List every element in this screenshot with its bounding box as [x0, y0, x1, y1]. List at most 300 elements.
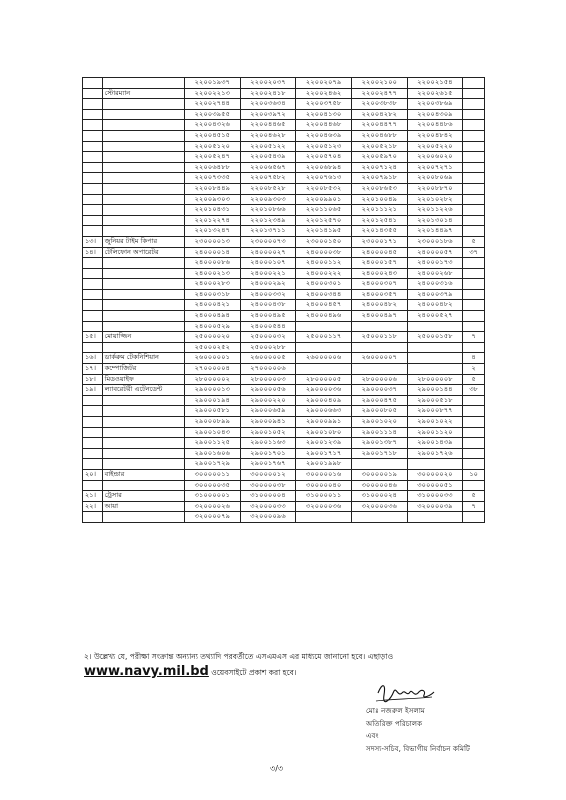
roll-number-cell: ২৪০০০০২৭ — [240, 247, 296, 258]
post-name-cell — [102, 480, 184, 491]
roll-number-cell: ২২০০৩৮৩৮ — [352, 99, 408, 110]
roll-number-cell: ২২০০৮৪৪৯ — [185, 183, 241, 194]
roll-number-cell: ২৯০০০৫৮১ — [185, 406, 241, 417]
roll-number-cell: ৩২০০০০৩৬ — [352, 501, 408, 512]
roll-number-cell: ২৪০০০৫৪৪ — [240, 321, 296, 332]
roll-number-cell — [352, 512, 408, 523]
roll-number-cell: ২৭০০০০০৬ — [240, 364, 296, 375]
serial-cell — [83, 480, 103, 491]
signature-block — [366, 705, 470, 755]
total-cell — [463, 88, 485, 99]
roll-number-cell: ২২০০৭৬১৩ — [296, 173, 352, 184]
roll-number-cell: ৩২০০০০৩৯ — [407, 501, 463, 512]
roll-number-cell: ২৪০০০২২১ — [240, 268, 296, 279]
roll-number-cell: ২২০০৪২৮২ — [352, 109, 408, 120]
post-name-cell — [102, 279, 184, 290]
post-name-cell — [102, 152, 184, 163]
roll-number-cell: ২৯০০১১১৪ — [352, 427, 408, 438]
serial-cell — [83, 226, 103, 237]
roll-number-cell: ২২০০২৪৬২ — [296, 88, 352, 99]
roll-number-cell: ২২০০২১৫৪ — [407, 78, 463, 89]
table-row — [83, 183, 485, 194]
roll-number-cell: ২২০০২৪১৮ — [240, 88, 296, 99]
table-row — [83, 205, 485, 216]
roll-number-cell: ২২০০৭১২৪ — [352, 162, 408, 173]
roll-number-cell: ২২০০৮৬৫৩ — [352, 183, 408, 194]
roll-number-cell: ২২০১০০৪৯ — [352, 194, 408, 205]
roll-number-cell: ২৯০০১০২০ — [352, 417, 408, 428]
roll-number-cell — [352, 364, 408, 375]
roll-number-cell: ২২০০৪৫১৫ — [185, 130, 241, 141]
roll-number-cell: ২৪০০০৩৪৪ — [296, 289, 352, 300]
total-cell: ৫ — [463, 236, 485, 247]
roll-number-cell: ২২০০৮৮৭০ — [407, 183, 463, 194]
roll-number-cell: ২২০০৪১৩০ — [296, 109, 352, 120]
total-cell — [463, 311, 485, 322]
total-cell: ৪ — [463, 353, 485, 364]
table-row — [83, 226, 485, 237]
roll-number-cell — [407, 321, 463, 332]
signer-secondary-title: সদস্য-সচিব, বিভাগীয় নির্বাচন কমিটি — [366, 743, 470, 753]
roll-number-cell: ২২০০৪৩২৬ — [185, 120, 241, 131]
roll-number-cell — [407, 342, 463, 353]
roll-number-cell: ২৪০০০৪৮২ — [407, 300, 463, 311]
roll-number-cell: ২২০০৪৪৬৮ — [296, 120, 352, 131]
post-name-cell — [102, 268, 184, 279]
post-name-cell — [102, 226, 184, 237]
serial-cell — [83, 300, 103, 311]
roll-number-cell: ২২০০২৪৭৭ — [352, 88, 408, 99]
roll-number-cell: ২৪০০০৩৩২ — [240, 289, 296, 300]
roll-number-cell: ২২০১০২৮২ — [407, 194, 463, 205]
result-table — [82, 77, 485, 523]
post-name-cell: জুনিয়র টাইম কিপার — [102, 236, 184, 247]
roll-number-cell — [352, 342, 408, 353]
post-name-cell — [102, 183, 184, 194]
roll-number-cell: ২৯০০১০৪৩ — [185, 427, 241, 438]
table-row — [83, 162, 485, 173]
roll-number-cell: ২২০০৬০২০ — [407, 152, 463, 163]
roll-number-cell: ২৯০০১১২৫ — [185, 438, 241, 449]
roll-number-cell: ২২০০৫১২০ — [185, 141, 241, 152]
roll-number-cell: ২২০০২৭৪৪ — [185, 99, 241, 110]
total-cell: ২ — [463, 364, 485, 375]
total-cell — [463, 268, 485, 279]
serial-cell — [83, 120, 103, 131]
roll-number-cell: ২২০০২২১৩ — [185, 88, 241, 99]
roll-number-cell: ২৯০০০৪৭৫ — [352, 395, 408, 406]
roll-number-cell: ২৯০০১৭০১ — [240, 448, 296, 459]
table-row — [83, 236, 485, 247]
serial-cell — [83, 162, 103, 173]
roll-number-cell: ২৪০০০৪৯৫ — [240, 311, 296, 322]
total-cell — [463, 406, 485, 417]
serial-cell — [83, 215, 103, 226]
table-row — [83, 353, 485, 364]
serial-cell — [83, 205, 103, 216]
roll-number-cell — [407, 364, 463, 375]
table-row — [83, 406, 485, 417]
table-row — [83, 480, 485, 491]
serial-cell — [83, 194, 103, 205]
serial-cell: ১৯। — [83, 385, 103, 396]
roll-number-cell: ২৪০০০৫২৭ — [407, 311, 463, 322]
roll-number-cell: ২২০০৫১২২ — [240, 141, 296, 152]
roll-number-cell: ২৪০০০০৪৫ — [352, 247, 408, 258]
total-cell — [463, 300, 485, 311]
roll-number-cell: ২৩০০০০৭৩ — [240, 236, 296, 247]
total-cell — [463, 480, 485, 491]
table-row — [83, 427, 485, 438]
roll-number-cell — [407, 353, 463, 364]
serial-cell — [83, 99, 103, 110]
table-row — [83, 321, 485, 332]
table-row — [83, 395, 485, 406]
roll-number-cell: ২৪০০০৩১৬ — [407, 279, 463, 290]
roll-number-cell: ৩০০০০০২০ — [407, 469, 463, 480]
serial-cell: ১৭। — [83, 364, 103, 375]
roll-number-cell: ২৪০০০৫২৯ — [185, 321, 241, 332]
post-name-cell — [102, 258, 184, 269]
total-cell — [463, 448, 485, 459]
table-row — [83, 289, 485, 300]
roll-number-cell: ২২০১৩২৪৭ — [185, 226, 241, 237]
serial-cell — [83, 130, 103, 141]
serial-cell — [83, 342, 103, 353]
roll-number-cell: ২২০০৩৬৩৪ — [240, 99, 296, 110]
roll-number-cell: ২৫০০০১৫৮ — [407, 332, 463, 343]
roll-number-cell: ২২০১২৫৪১ — [352, 215, 408, 226]
roll-number-cell: ২২০০৫২২০ — [407, 141, 463, 152]
roll-number-cell: ২২০০৪৬৮৮ — [352, 130, 408, 141]
roll-number-cell: ২৯০০০৫১৮ — [407, 395, 463, 406]
roll-number-cell: ২২০১০৪৩১ — [185, 205, 241, 216]
roll-number-cell: ২৪০০০৪৯৭ — [352, 311, 408, 322]
serial-cell — [83, 459, 103, 470]
roll-number-cell: ২৪০০০৩৫৭ — [352, 289, 408, 300]
roll-number-cell: ২২০০৩৯৭২ — [240, 109, 296, 120]
roll-number-cell: ৩১০০০০১১ — [296, 491, 352, 502]
roll-number-cell: ২২০০৭২৭১ — [407, 162, 463, 173]
post-name-cell: টেলিফোন অপারেটর — [102, 247, 184, 258]
roll-number-cell — [407, 459, 463, 470]
total-cell — [463, 120, 485, 131]
roll-number-cell: ২৯০০০৮০৫ — [352, 406, 408, 417]
roll-number-cell: ৩২০০০০৩৩ — [240, 501, 296, 512]
roll-number-cell: ২২০০৪৬৩৯ — [296, 130, 352, 141]
total-cell — [463, 183, 485, 194]
post-name-cell — [102, 215, 184, 226]
roll-number-cell: ২৫০০০২৫২ — [185, 342, 241, 353]
signature-image — [372, 679, 442, 707]
serial-cell — [83, 279, 103, 290]
roll-number-cell: ২২০০৪৪৬৫ — [240, 120, 296, 131]
serial-cell — [83, 417, 103, 428]
table-row — [83, 247, 485, 258]
roll-number-cell: ৩০০০০০৩৮ — [240, 480, 296, 491]
website-line — [84, 664, 296, 681]
post-name-cell: স্টোরম্যান — [102, 88, 184, 99]
table-row — [83, 109, 485, 120]
table-row — [83, 130, 485, 141]
total-cell: ৩৮ — [463, 385, 485, 396]
post-name-cell: বাইন্ডার — [102, 469, 184, 480]
roll-number-cell: ২৯০০১৭২৬ — [407, 448, 463, 459]
roll-number-cell: ২৯০০০২২০ — [240, 395, 296, 406]
roll-number-cell: ২২০১৩৭১১ — [240, 226, 296, 237]
roll-number-cell — [352, 321, 408, 332]
table-row — [83, 194, 485, 205]
roll-number-cell: ২৯০০১৯৯৮ — [296, 459, 352, 470]
roll-number-cell: ২৯০০০৮৭৭ — [407, 406, 463, 417]
roll-number-cell: ২২০০৯৯০১ — [296, 194, 352, 205]
table-row — [83, 78, 485, 89]
roll-number-cell: ২৪০০০৪৮২ — [352, 300, 408, 311]
roll-number-cell: ২৯০০১৬০৬ — [185, 448, 241, 459]
signer-and: এবং — [366, 731, 379, 741]
post-name-cell: ট্রেসার — [102, 491, 184, 502]
roll-number-cell: ২৪০০০২৮৩ — [185, 279, 241, 290]
table-row — [83, 512, 485, 523]
total-cell — [463, 342, 485, 353]
roll-number-cell: ২২০০৬৮৯৪ — [296, 162, 352, 173]
signer-name: মোঃ নজরুল ইসলাম — [366, 706, 425, 715]
roll-number-cell: ২৮০০০০০৫ — [296, 374, 352, 385]
post-name-cell — [102, 406, 184, 417]
roll-number-cell: ২২০০৩৭৫৮ — [296, 99, 352, 110]
serial-cell — [83, 438, 103, 449]
roll-number-cell: ২২০১১২২৬ — [407, 205, 463, 216]
signer-title: অতিরিক্ত পরিচালক — [366, 718, 423, 728]
roll-number-cell: ২২০০৭৫৮২ — [240, 173, 296, 184]
table-row — [83, 385, 485, 396]
roll-number-cell: ২৪০০০১১২ — [296, 258, 352, 269]
roll-number-cell: ২৪০০০০৩৮ — [296, 247, 352, 258]
roll-number-cell: ২২০০৬৪৮৮ — [185, 162, 241, 173]
post-name-cell: ল্যাবরেটরী এটেনডেন্ট — [102, 385, 184, 396]
total-cell: ৫ — [463, 491, 485, 502]
table-row — [83, 374, 485, 385]
roll-number-cell: ২৪০০০০৫৭ — [407, 247, 463, 258]
post-name-cell — [102, 395, 184, 406]
table-row — [83, 258, 485, 269]
roll-number-cell: ২৩০০০০১৩ — [185, 236, 241, 247]
roll-number-cell: ২৮০০০০০৬ — [352, 374, 408, 385]
roll-number-cell — [296, 364, 352, 375]
table-row — [83, 279, 485, 290]
roll-number-cell: ২৮০০০০০৩ — [240, 374, 296, 385]
serial-cell — [83, 173, 103, 184]
serial-cell: ২০। — [83, 469, 103, 480]
roll-number-cell: ৩১০০০০৩৩ — [407, 491, 463, 502]
roll-number-cell: ২২০০৪৩০৯ — [407, 109, 463, 120]
roll-number-cell: ২২০০৭৯১৮ — [352, 173, 408, 184]
roll-number-cell: ২৪০০০৪৯৬ — [296, 311, 352, 322]
roll-number-cell: ৩১০০০০২৪ — [352, 491, 408, 502]
table-row — [83, 141, 485, 152]
roll-number-cell: ৩১০০০০০১ — [185, 491, 241, 502]
roll-number-cell — [407, 512, 463, 523]
serial-cell — [83, 268, 103, 279]
table-row — [83, 215, 485, 226]
total-cell — [463, 258, 485, 269]
post-name-cell — [102, 321, 184, 332]
roll-number-cell: ৩১০০০০০৪ — [240, 491, 296, 502]
roll-number-cell: ২৯০০১৪৩৯ — [407, 438, 463, 449]
post-name-cell — [102, 512, 184, 523]
roll-number-cell: ২২০০৮০৬৯ — [407, 173, 463, 184]
roll-number-cell: ৩০০০০০১৬ — [296, 469, 352, 480]
table-row — [83, 300, 485, 311]
serial-cell — [83, 512, 103, 523]
roll-number-cell: ২৪০০০৩০৭ — [352, 279, 408, 290]
roll-number-cell: ২৪০০০৩৭৯ — [407, 289, 463, 300]
roll-number-cell: ২২০০৯৩০৩ — [240, 194, 296, 205]
roll-number-cell: ২৬০০০০০৬ — [296, 353, 352, 364]
roll-number-cell: ২২০১৪৩৫৫ — [352, 226, 408, 237]
total-cell — [463, 162, 485, 173]
roll-number-cell: ২২০০২১০০ — [352, 78, 408, 89]
post-name-cell — [102, 162, 184, 173]
table-row — [83, 152, 485, 163]
roll-number-cell: ৩২০০০০৭৯ — [185, 512, 241, 523]
total-cell — [463, 141, 485, 152]
total-cell — [463, 78, 485, 89]
post-name-cell: মিডওয়াইফ — [102, 374, 184, 385]
roll-number-cell: ২৯০০১৭১৮ — [352, 448, 408, 459]
total-cell: ৭ — [463, 332, 485, 343]
roll-number-cell: ২৯০০০০৫৬ — [240, 385, 296, 396]
post-name-cell — [102, 120, 184, 131]
post-name-cell — [102, 438, 184, 449]
roll-number-cell: ২২০০৭৩৩৫ — [185, 173, 241, 184]
roll-number-cell: ৩০০০০০৪৬ — [352, 480, 408, 491]
roll-number-cell: ২২০০৬৫৬৭ — [240, 162, 296, 173]
post-name-cell — [102, 205, 184, 216]
website-suffix: ওয়েবসাইটে প্রকাশ করা হবে। — [208, 668, 297, 677]
serial-cell — [83, 78, 103, 89]
post-name-cell — [102, 427, 184, 438]
roll-number-cell: ২৪০০০২৯২ — [240, 279, 296, 290]
roll-number-cell: ২৯০০১০৫২ — [240, 427, 296, 438]
roll-number-cell: ২২০০১৯৩৭ — [185, 78, 241, 89]
post-name-cell: ডার্করুম টেকনিশিয়ান — [102, 353, 184, 364]
total-cell — [463, 130, 485, 141]
serial-cell — [83, 395, 103, 406]
roll-number-cell: ২২০০৫৪৩৯ — [240, 152, 296, 163]
table-row — [83, 448, 485, 459]
roll-number-cell: ৩০০০০০১৯ — [352, 469, 408, 480]
roll-number-cell: ২৪০০০৪৩৮ — [240, 300, 296, 311]
roll-number-cell: ২৪০০০২২২ — [296, 268, 352, 279]
post-name-cell — [102, 417, 184, 428]
roll-number-cell: ৩২০০০০৩৬ — [296, 501, 352, 512]
table-row — [83, 469, 485, 480]
serial-cell — [83, 311, 103, 322]
roll-number-cell: ২৩০০০১৭১ — [352, 236, 408, 247]
roll-number-cell: ২২০০৫৭০৪ — [296, 152, 352, 163]
roll-number-cell: ২৪০০০১৫৭ — [352, 258, 408, 269]
total-cell — [463, 417, 485, 428]
total-cell — [463, 152, 485, 163]
roll-number-cell: ২৪০০০৪৫৭ — [296, 300, 352, 311]
website-link[interactable]: www.navy.mil.bd — [84, 664, 209, 679]
roll-number-cell: ২২০০৮৫৩২ — [296, 183, 352, 194]
roll-number-cell: ২৯০০১০২২ — [407, 417, 463, 428]
roll-number-cell: ২৯০০০৯৯১ — [296, 417, 352, 428]
roll-number-cell: ২৪০০০১৭৩ — [407, 258, 463, 269]
post-name-cell — [102, 459, 184, 470]
total-cell — [463, 99, 485, 110]
roll-number-cell: ২৯০০১১৬৩ — [240, 438, 296, 449]
serial-cell — [83, 406, 103, 417]
roll-number-cell: ২২০১৪১৯৫ — [296, 226, 352, 237]
table-row — [83, 459, 485, 470]
roll-number-cell: ২৫০০০১১৭ — [296, 332, 352, 343]
total-cell — [463, 194, 485, 205]
roll-number-cell: ২২০০৪৪৮৬ — [407, 120, 463, 131]
serial-cell — [83, 183, 103, 194]
roll-number-cell: ২৯০০০১৪৪ — [407, 385, 463, 396]
table-row — [83, 501, 485, 512]
total-cell: ৭ — [463, 501, 485, 512]
roll-number-cell: ২৬০০০০০১ — [185, 353, 241, 364]
roll-number-cell: ৩০০০০০৩৫ — [185, 480, 241, 491]
roll-number-cell: ২৩০০০১৮৬ — [407, 236, 463, 247]
roll-number-cell: ২৯০০১৩৮৭ — [352, 438, 408, 449]
roll-number-cell: ২৯০০১২৩৯ — [296, 438, 352, 449]
roll-number-cell: ২২০০৫৯৭০ — [352, 152, 408, 163]
roll-number-cell: ২৫০০০১১৮ — [352, 332, 408, 343]
page-number: ৩/৩ — [270, 764, 284, 773]
table-row — [83, 364, 485, 375]
roll-number-cell: ২৯০০০৬৬৩ — [296, 406, 352, 417]
post-name-cell: মোয়াজ্জিন — [102, 332, 184, 343]
roll-number-cell — [352, 459, 408, 470]
roll-number-cell: ২৯০০১৭৬৭ — [240, 459, 296, 470]
total-cell: ৫ — [463, 374, 485, 385]
roll-number-cell: ২২০০২০৩৭ — [240, 78, 296, 89]
table-row — [83, 417, 485, 428]
total-cell — [463, 438, 485, 449]
roll-number-cell: ২২০০৪৬২৮ — [240, 130, 296, 141]
roll-number-cell: ২৯০০১৭২৯ — [185, 459, 241, 470]
total-cell — [463, 395, 485, 406]
serial-cell — [83, 258, 103, 269]
post-name-cell: আয়া — [102, 501, 184, 512]
roll-number-cell: ২২০১১০৬৫ — [296, 205, 352, 216]
serial-cell — [83, 141, 103, 152]
total-cell — [463, 226, 485, 237]
roll-number-cell: ২৮০০০০০৮ — [407, 374, 463, 385]
roll-number-cell: ২৯০০০০৩৬ — [296, 385, 352, 396]
table-row — [83, 88, 485, 99]
serial-cell — [83, 321, 103, 332]
roll-number-cell: ৩০০০০০১২ — [240, 469, 296, 480]
roll-number-cell: ২২০০২৬১৫ — [407, 88, 463, 99]
serial-cell: ২২। — [83, 501, 103, 512]
roll-number-cell: ২৮০০০০০২ — [185, 374, 241, 385]
roll-number-cell: ২৯০০০৬৫৯ — [240, 406, 296, 417]
roll-number-cell: ৩০০০০০১১ — [185, 469, 241, 480]
total-cell: ১০ — [463, 469, 485, 480]
total-cell — [463, 459, 485, 470]
total-cell: ৩৭ — [463, 247, 485, 258]
roll-number-cell: ২৬০০০০০৫ — [240, 353, 296, 364]
roll-number-cell: ৩০০০০০৫১ — [407, 480, 463, 491]
post-name-cell — [102, 300, 184, 311]
roll-number-cell: ২২০১২৫৭০ — [296, 215, 352, 226]
